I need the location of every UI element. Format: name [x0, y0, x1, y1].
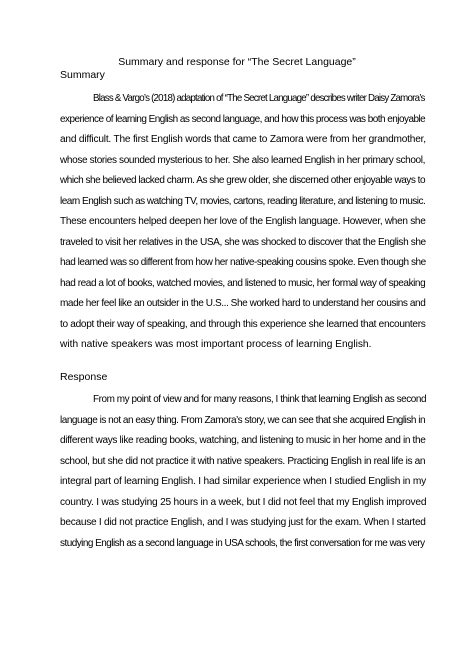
paragraph-line: language is not an easy thing. From Zamora’s story, we can see that she acquired English in [60, 414, 426, 426]
document-title: Summary and response for “The Secret Language” [118, 56, 356, 68]
paragraph-line: and difficult. The first English words that came to Zamora were from her grandmother, [60, 134, 426, 145]
response-heading: Response [60, 371, 108, 383]
summary-paragraph [60, 89, 426, 356]
paragraph-line: made her feel like an outsider in the U.S... She worked hard to understand her cousins and [60, 298, 426, 309]
paragraph-line: had read a lot of books, watched movies, and listened to music, her formal way of speaking [60, 277, 426, 289]
paragraph-line: studying English as a second language in USA schools, the first conversation for me was very [60, 537, 425, 549]
paragraph-line: From my point of view and for many reasons, I think that learning English as second [93, 394, 427, 405]
summary-heading: Summary [60, 69, 105, 81]
paragraph-line: learn English such as watching TV, movies, cartons, reading literature, and listening to music. [60, 195, 426, 207]
paragraph-line: which she believed lacked charm. As she grew older, she discerned other enjoyable ways to [60, 175, 426, 186]
paragraph-line: because I did not practice English, and I was studying just for the exam. When I started [60, 517, 426, 528]
paragraph-line: experience of learning English as second language, and how this process was both enjoyable [60, 113, 426, 125]
paragraph-line: traveled to visit her relatives in the USA, she was shocked to discover that the English she [60, 236, 426, 248]
paragraph-line: different ways like reading books, watching, and listening to music in her home and in the [60, 435, 426, 446]
paragraph-line: country. I was studying 25 hours in a week, but I did not feel that my English improved [60, 496, 427, 508]
paragraph-line: school, but she did not practice it with native speakers. Practicing English in real life is an [60, 455, 426, 467]
paragraph-line: integral part of learning English. I had similar experience when I studied English in my [60, 476, 426, 487]
paragraph-line: had learned was so different from how her native-speaking cousins spoke. Even though she [60, 257, 426, 268]
paragraph-line: Blass & Vargo’s (2018) adaptation of “The Secret Language” describes writer Daisy Zamora’s [93, 93, 425, 104]
response-paragraph [60, 390, 426, 554]
paragraph-line: with native speakers was most important process of learning English. [60, 339, 372, 350]
paragraph-line: These encounters helped deepen her love of the English language. However, when she [60, 216, 426, 227]
paragraph-line: to adopt their way of speaking, and through this experience she learned that encounters [60, 318, 426, 330]
paragraph-line: whose stories sounded mysterious to her. She also learned English in her primary school, [60, 154, 426, 166]
